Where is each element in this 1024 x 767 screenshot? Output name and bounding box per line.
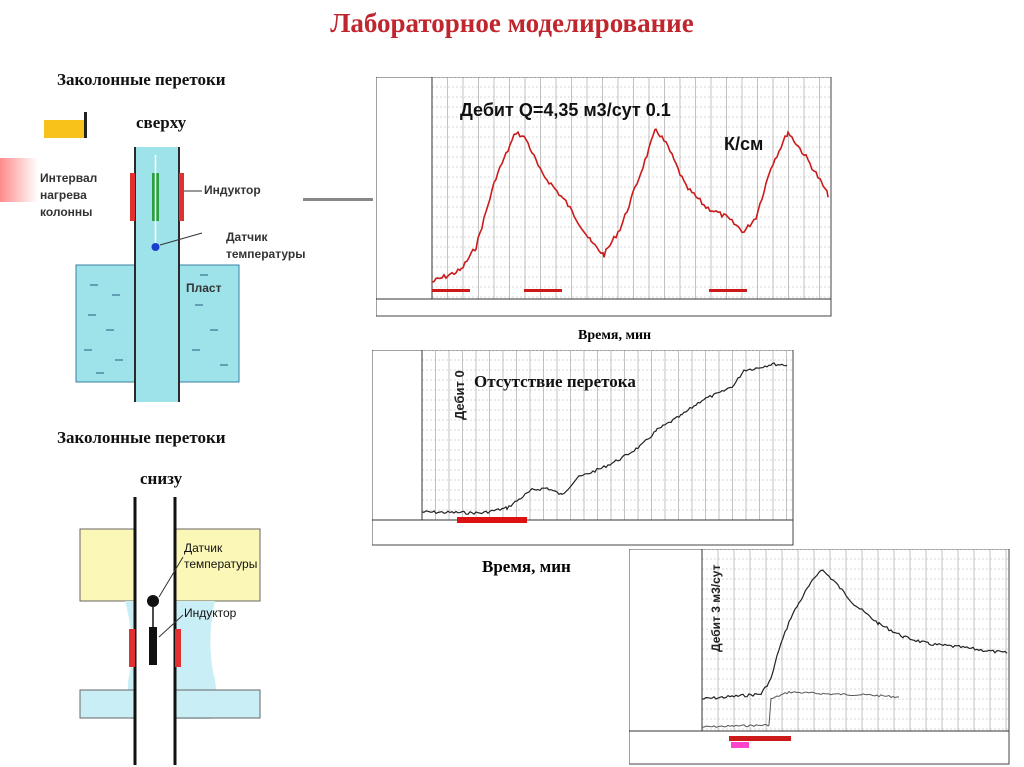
pink-marker bbox=[0, 158, 38, 202]
chart3-side-label: Дебит 3 м3/сут bbox=[709, 564, 723, 652]
layer-label: Пласт bbox=[186, 281, 222, 295]
bottom-heat-left bbox=[129, 629, 135, 667]
chart1-subtitle: К/см bbox=[724, 134, 764, 154]
top-section-subheading: сверху bbox=[136, 113, 187, 132]
heating-interval-left bbox=[130, 173, 135, 221]
chart2-title: Отсутствие перетока bbox=[474, 372, 636, 391]
bottom-heat-right bbox=[175, 629, 181, 667]
chart1-heat-bar-2 bbox=[524, 289, 562, 292]
bottom-inductor bbox=[149, 627, 157, 665]
top-section-heading: Заколонные перетоки bbox=[57, 70, 226, 89]
chart2-xlabel: Время, мин bbox=[482, 557, 571, 576]
chart1-title: Дебит Q=4,35 м3/сут 0.1 bbox=[460, 100, 671, 120]
bottom-section-subheading: снизу bbox=[140, 469, 183, 488]
yellow-marker bbox=[44, 120, 86, 138]
sensor-dot bbox=[152, 243, 160, 251]
inductor-label-top: Индуктор bbox=[204, 183, 261, 197]
sensor-label-bottom: Датчик температуры bbox=[184, 541, 258, 571]
chart1-xlabel: Время, мин bbox=[578, 328, 652, 343]
chart3-heat-bar bbox=[729, 736, 791, 741]
connector-line bbox=[303, 198, 373, 201]
heating-interval-right bbox=[179, 173, 184, 221]
heating-interval-label: Интервал нагрева колонны bbox=[40, 171, 98, 219]
marker-tick bbox=[84, 112, 87, 138]
chart1-heat-bar-1 bbox=[432, 289, 470, 292]
bottom-sensor bbox=[147, 595, 159, 607]
sensor-label-top: Датчик температуры bbox=[226, 230, 306, 261]
chart3-pink-bar bbox=[731, 742, 749, 748]
chart2-side-label: Дебит 0 bbox=[452, 370, 467, 420]
chart1-heat-bar-3 bbox=[709, 289, 747, 292]
inductor-label-bottom: Индуктор bbox=[184, 606, 237, 620]
chart2-heat-bar bbox=[457, 517, 527, 523]
page-title: Лабораторное моделирование bbox=[330, 8, 694, 38]
chart3-plot bbox=[629, 549, 1010, 765]
bottom-well-diagram bbox=[75, 497, 275, 765]
bottom-section-heading: Заколонные перетоки bbox=[57, 428, 226, 447]
